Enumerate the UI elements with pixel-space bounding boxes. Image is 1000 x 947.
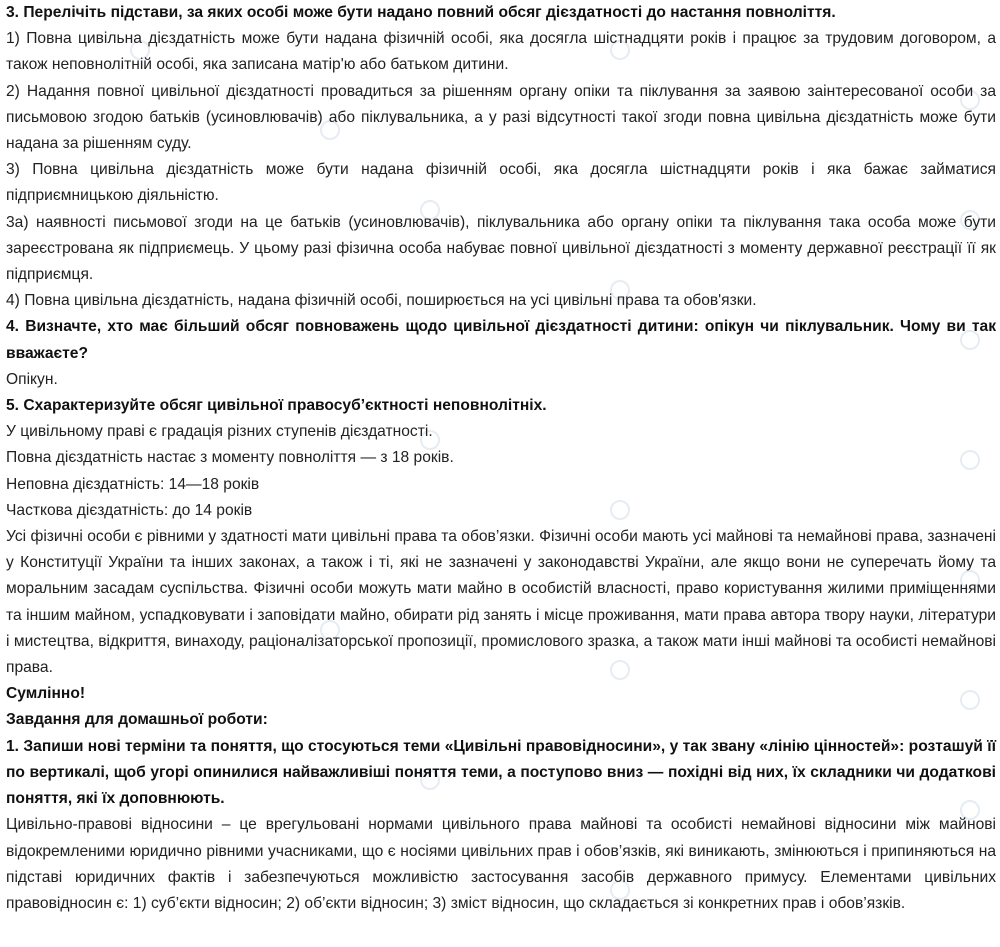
section-heading: Сумлінно! (6, 685, 86, 703)
section-heading: 4. Визначте, хто має більший обсяг повноважень щодо цивільної дієздатності дитини: опікун чи піклувальник. Чому ви так вважаєте? (6, 318, 996, 362)
paragraph: 3а) наявності письмової згоди на це батьків (усиновлювачів), піклувальника або органу опіки та піклування така особа може бути зареєстрована як підприємець. У цьому разі фізична особа набуває повної цивільної дієздатності з моменту державної реєстрації її як підприємця. (6, 213, 996, 284)
section-heading: 5. Схарактеризуйте обсяг цивільної правосуб’єктності неповнолітніх. (6, 397, 547, 415)
paragraph: 1) Повна цивільна дієздатність може бути надана фізичній особі, яка досягла шістнадцяти років і працює за трудовим договором, а також неповнолітній особі, яка записана матір'ю або батьком дитини. (6, 30, 996, 74)
paragraph: 2) Надання повної цивільної дієздатності провадиться за рішенням органу опіки та піклування за заявою заінтересованої особи за письмовою згодою батьків (усиновлювачів) або піклувальника, а у разі відсутності такої згоди повна цивільна дієздатність може бути надана за рішенням суду. (6, 82, 996, 153)
paragraph: 3) Повна цивільна дієздатність може бути надана фізичній особі, яка досягла шістнадцяти років і яка бажає займатися підприємницькою діяльністю. (6, 161, 996, 205)
paragraph: У цивільному праві є градація різних ступенів дієздатності. (6, 423, 433, 441)
paragraph: 4) Повна цивільна дієздатність, надана фізичній особі, поширюється на усі цивільні права та обов'язки. (6, 292, 757, 310)
section-heading: 1. Запиши нові терміни та поняття, що стосуються теми «Цивільні правовідносини», у так звану «лінію цінностей»: розташуй її по вертикалі, щоб угорі опинилися найважливіші поняття теми, а поступово вниз — похідні від них, їх складники чи додаткові поняття, які їх доповнюють. (6, 737, 996, 808)
section-heading: 3. Перелічіть підстави, за яких особі може бути надано повний обсяг дієздатності до настання повноліття. (6, 4, 836, 21)
paragraph: Повна дієздатність настає з моменту повноліття — з 18 років. (6, 449, 454, 467)
paragraph: Часткова дієздатність: до 14 років (6, 501, 253, 519)
paragraph: Опікун. (6, 370, 58, 388)
section-heading: Завдання для домашньої роботи: (6, 711, 268, 729)
paragraph: Усі фізичні особи є рівними у здатності мати цивільні права та обов’язки. Фізичні особи мають усі майнові та немайнові права, зазначені у Конституції України та інших законах, а також і ті, які не зазначені у законодавстві України, але якщо вони не суперечать йому та моральним засадам суспільства. Фізичні особи можуть мати майно в особистій власності, право користування жилими приміщеннями та іншим майном, успадковувати і заповідати майно, обирати рід занять і місце проживання, мати права автора твору науки, літератури і мистецтва, відкриття, винаходу, раціоналізаторської пропозиції, промислового зразка, а також мати інші майнові та особисті немайнові права. (6, 528, 996, 677)
paragraph: Неповна дієздатність: 14—18 років (6, 475, 260, 493)
paragraph: Цивільно-правові відносини – це врегульовані нормами цивільного права майнові та особисті немайнові відносини між майнові відокремленими юридично рівними учасниками, що є носіями цивільних прав і обов’язків, які виникають, змінюються і припиняються на підставі юридичних фактів і забезпечуються можливістю застосування засобів державного примусу. Елементами цивільних правовідносин є: 1) суб’єкти відносин; 2) об’єкти відносин; 3) зміст відносин, що складається зі конкретних прав і обов’язків. (6, 816, 996, 912)
